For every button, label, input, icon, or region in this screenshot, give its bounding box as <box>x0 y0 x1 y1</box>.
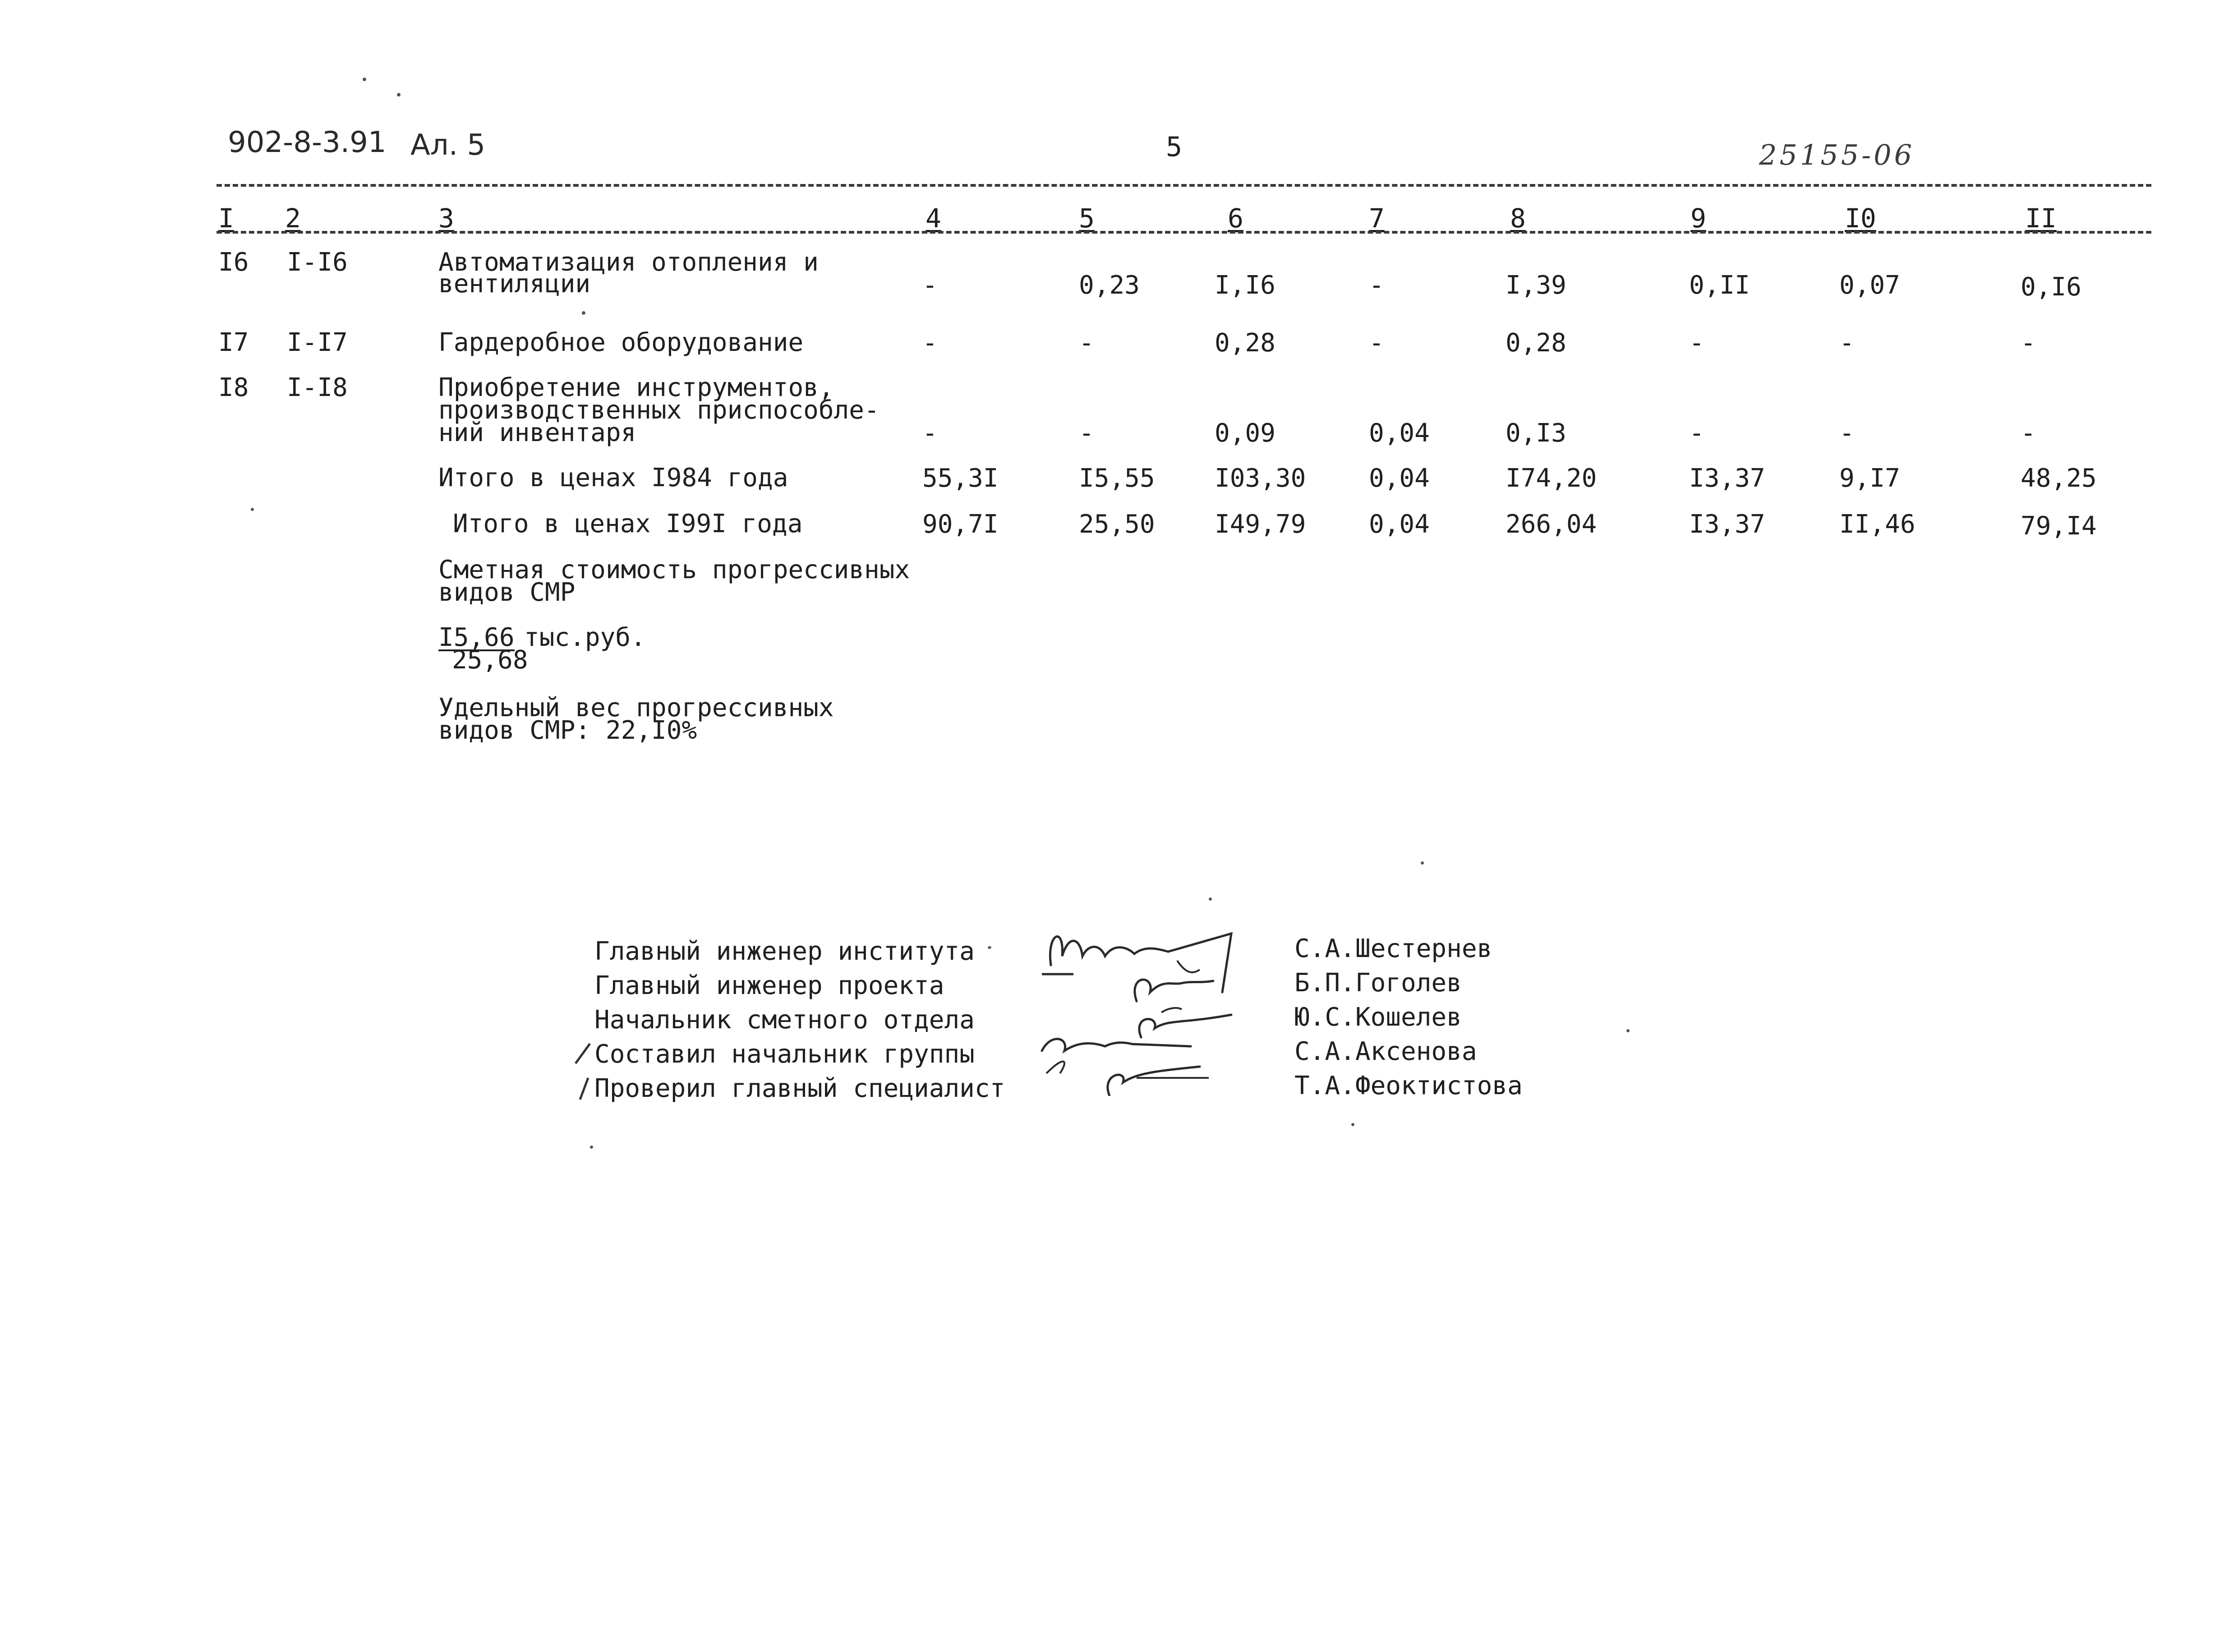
cell-col7: - <box>1369 328 1384 358</box>
cell-col7: 0,04 <box>1369 464 1430 493</box>
total-label: Итого в ценах I984 года <box>438 463 788 492</box>
row-description: Приобретение инструментов, <box>438 373 834 402</box>
scan-speck <box>363 78 366 81</box>
tick-mark-icon <box>572 1075 594 1102</box>
scan-speck <box>397 93 401 97</box>
col-head-11: II <box>2025 203 2057 234</box>
row-code: I-I7 <box>287 328 348 357</box>
cell-col4: - <box>922 271 938 300</box>
cell-col4: - <box>922 328 938 358</box>
progressive-cost-label: видов СМР <box>438 578 576 607</box>
row-code: I-I6 <box>287 248 348 277</box>
tick-mark-icon <box>572 1040 594 1067</box>
cell-col9: - <box>1689 419 1704 448</box>
signature-role: Главный инженер института <box>594 937 975 966</box>
cell-col10: - <box>1839 419 1855 448</box>
row-description: производственных приспособле- <box>438 396 880 425</box>
cell-col8: 0,28 <box>1506 328 1566 358</box>
doc-code: 902-8-3.91 <box>228 126 387 159</box>
signature-role: Начальник сметного отдела <box>594 1005 975 1035</box>
cell-col4: 90,7I <box>922 510 999 539</box>
cell-col6: I,I6 <box>1215 271 1276 300</box>
row-number: I8 <box>218 373 249 402</box>
row-number: I7 <box>218 328 249 357</box>
cell-col6: 0,09 <box>1215 419 1276 448</box>
row-description: Гардеробное оборудование <box>438 328 804 357</box>
signature-scribble-1 <box>1037 907 1254 1096</box>
cell-col6: I03,30 <box>1215 464 1306 493</box>
cell-col7: 0,04 <box>1369 510 1430 539</box>
scan-speck <box>1209 897 1212 901</box>
row-description: вентиляции <box>438 269 591 299</box>
cell-col10: II,46 <box>1839 510 1916 539</box>
cell-col5: 0,23 <box>1079 271 1140 300</box>
fraction-denominator: 25,68 <box>452 645 528 675</box>
cell-col8: I74,20 <box>1506 464 1597 493</box>
scan-speck <box>1351 1123 1354 1126</box>
cell-col8: I,39 <box>1506 271 1566 300</box>
progressive-share-label: Удельный вес прогрессивных <box>438 693 834 722</box>
cell-col6: I49,79 <box>1215 510 1306 539</box>
cell-col9: I3,37 <box>1689 510 1765 539</box>
signature-role: Главный инженер проекта <box>594 971 944 1000</box>
cell-col9: 0,II <box>1689 271 1750 300</box>
scan-speck <box>251 508 254 511</box>
column-header-rule <box>216 231 2151 234</box>
col-head-1: I <box>218 203 234 234</box>
cell-col11: - <box>2021 328 2036 358</box>
header-rule <box>216 184 2151 187</box>
row-code: I-I8 <box>287 373 348 402</box>
col-head-9: 9 <box>1690 203 1706 234</box>
cell-col8: 266,04 <box>1506 510 1597 539</box>
cell-col5: I5,55 <box>1079 464 1155 493</box>
fraction-unit: тыс.руб. <box>524 623 646 652</box>
signature-name: Т.А.Феоктистова <box>1294 1071 1523 1100</box>
col-head-6: 6 <box>1228 203 1243 234</box>
cell-col4: 55,3I <box>922 464 999 493</box>
cell-col11: - <box>2021 419 2036 448</box>
col-head-2: 2 <box>285 203 301 234</box>
progressive-cost-label: Сметная стоимость прогрессивных <box>438 555 910 584</box>
cell-col8: 0,I3 <box>1506 419 1566 448</box>
signature-name: Ю.С.Кошелев <box>1294 1003 1462 1032</box>
progressive-share-label: видов СМР: 22,I0% <box>438 716 697 745</box>
cell-col9: I3,37 <box>1689 464 1765 493</box>
cell-col11: 0,I6 <box>2021 272 2081 302</box>
cell-col11: 48,25 <box>2021 464 2097 493</box>
fraction-numerator: I5,66 <box>438 623 515 652</box>
signature-name: С.А.Шестернев <box>1294 934 1492 963</box>
scan-speck <box>590 1146 593 1149</box>
cell-col5: - <box>1079 328 1094 358</box>
col-head-7: 7 <box>1369 203 1385 234</box>
col-head-3: 3 <box>438 203 454 234</box>
page-number: 5 <box>1166 131 1183 163</box>
signature-name: Б.П.Гоголев <box>1294 968 1462 998</box>
cell-col11: 79,I4 <box>2021 511 2097 541</box>
cell-col4: - <box>922 419 938 448</box>
album-label: Ал. 5 <box>410 129 486 162</box>
row-description: ний инвентаря <box>438 418 636 447</box>
cell-col6: 0,28 <box>1215 328 1276 358</box>
total-label: Итого в ценах I99I года <box>453 509 803 538</box>
cell-col5: 25,50 <box>1079 510 1155 539</box>
inventory-number: 25155-06 <box>1759 138 1915 171</box>
col-head-4: 4 <box>926 203 941 234</box>
scan-speck <box>1626 1029 1630 1032</box>
signature-role: Проверил главный специалист <box>594 1074 1005 1103</box>
cell-col7: - <box>1369 271 1384 300</box>
scan-speck <box>582 311 585 315</box>
cell-col9: - <box>1689 328 1704 358</box>
cell-col5: - <box>1079 419 1094 448</box>
row-number: I6 <box>218 248 249 277</box>
signature-name: С.А.Аксенова <box>1294 1037 1477 1066</box>
cell-col10: 0,07 <box>1839 271 1900 300</box>
scan-speck <box>1421 861 1424 865</box>
col-head-8: 8 <box>1510 203 1526 234</box>
row-description: Автоматизация отопления и <box>438 248 819 277</box>
scan-speck <box>988 946 991 949</box>
cell-col10: 9,I7 <box>1839 464 1900 493</box>
col-head-10: I0 <box>1845 203 1876 234</box>
signature-role: Составил начальник группы <box>594 1040 975 1069</box>
cell-col10: - <box>1839 328 1855 358</box>
cell-col7: 0,04 <box>1369 419 1430 448</box>
col-head-5: 5 <box>1079 203 1095 234</box>
